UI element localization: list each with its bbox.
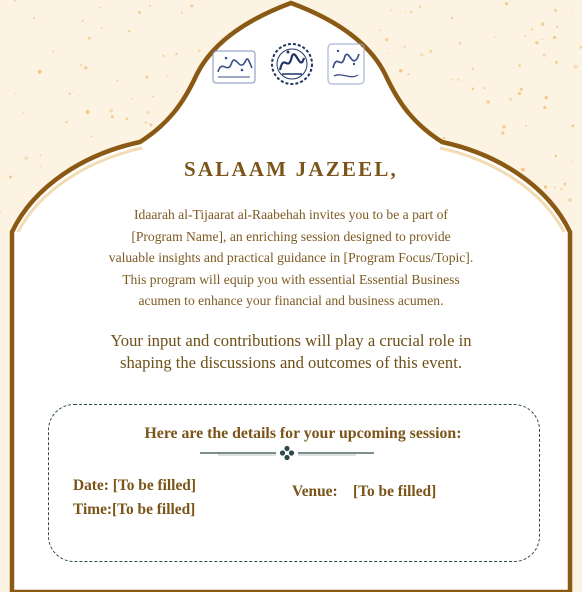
emphasis-line: Your input and contributions will play a crucial role in [110, 331, 472, 350]
logo-strip [0, 40, 582, 90]
intro-line: Idaarah al-Tijaarat al-Raabehah invites you to be a part of [134, 207, 448, 222]
sparkle-dot [86, 110, 90, 114]
intro-line: acumen to enhance your financial and business acumen. [138, 293, 444, 308]
sparkle-dot [82, 20, 84, 22]
intro-line: This program will equip you with essential Essential Business [122, 271, 460, 287]
sparkle-dot [502, 125, 506, 129]
calligraphy-logo-center-icon [270, 40, 314, 88]
sparkle-dot [553, 36, 556, 39]
sparkle-dot [543, 106, 546, 109]
sparkle-dot [531, 28, 533, 30]
date-field: Date: [To be filled] [73, 477, 196, 494]
sparkle-dot [68, 92, 71, 95]
intro-paragraph [72, 204, 510, 312]
sparkle-dot [111, 115, 114, 118]
sparkle-dot [379, 29, 381, 31]
venue-field: Venue: [To be filled] [292, 483, 437, 500]
sparkle-dot [23, 112, 24, 113]
sparkle-dot [39, 154, 41, 156]
sparkle-dot [451, 17, 453, 19]
sparkle-dot [568, 198, 572, 202]
sparkle-dot [175, 91, 177, 93]
sparkle-dot [109, 109, 113, 113]
sparkle-dot [126, 117, 129, 120]
sparkle-dot [572, 125, 575, 128]
sparkle-dot [495, 36, 497, 38]
sparkle-dot [15, 24, 16, 25]
sparkle-dot [150, 123, 153, 126]
sparkle-dot [79, 95, 80, 96]
sparkle-dot [509, 98, 512, 101]
sparkle-dot [152, 96, 154, 98]
sparkle-dot [505, 2, 508, 5]
sparkle-dot [525, 125, 527, 127]
sparkle-dot [554, 186, 556, 188]
intro-line: valuable insights and practical guidance in [Program Focus/Topic]. [108, 250, 474, 265]
ornament-divider-icon [198, 445, 376, 461]
sparkle-dot [128, 30, 131, 32]
sparkle-dot [572, 12, 573, 13]
sparkle-dot [443, 137, 446, 140]
sparkle-dot [181, 12, 183, 14]
sparkle-dot [101, 27, 103, 29]
emphasis-line: shaping the discussions and outcomes of this event. [120, 352, 462, 372]
sparkle-dot [410, 11, 412, 13]
sparkle-dot [554, 9, 557, 12]
sparkle-dot [563, 183, 566, 186]
sparkle-dot [65, 121, 68, 124]
sparkle-dot [419, 6, 421, 8]
sparkle-dot [541, 22, 545, 26]
sparkle-dot [525, 35, 527, 37]
sparkle-dot [190, 4, 193, 7]
sparkle-dot [91, 136, 93, 138]
sparkle-dot [405, 11, 406, 12]
sparkle-dot [518, 92, 521, 95]
sparkle-dot [33, 17, 35, 19]
sparkle-dot [131, 98, 132, 99]
emphasis-paragraph [56, 330, 526, 373]
sparkle-dot [486, 100, 489, 103]
calligraphy-logo-right-icon [326, 42, 366, 86]
sparkle-dot [145, 121, 147, 123]
greeting-title: SALAAM JAZEEL, [184, 157, 398, 181]
sparkle-dot [138, 11, 141, 14]
sparkle-dot [147, 111, 150, 114]
sparkle-dot [556, 26, 558, 28]
details-heading: Here are the details for your upcoming session: [144, 425, 462, 442]
sparkle-dot [149, 5, 151, 7]
sparkle-dot [544, 96, 547, 99]
sparkle-dot [390, 9, 391, 10]
sparkle-dot [501, 131, 504, 134]
calligraphy-logo-left-icon [212, 50, 256, 84]
sparkle-dot [544, 185, 547, 188]
time-field: Time:[To be filled] [73, 501, 196, 518]
sparkle-dot [479, 27, 480, 28]
intro-line: [Program Name], an enriching session designed to provide [131, 228, 451, 244]
sparkle-dot [561, 188, 563, 190]
sparkle-dot [15, 93, 17, 95]
sparkle-dot [99, 7, 100, 8]
